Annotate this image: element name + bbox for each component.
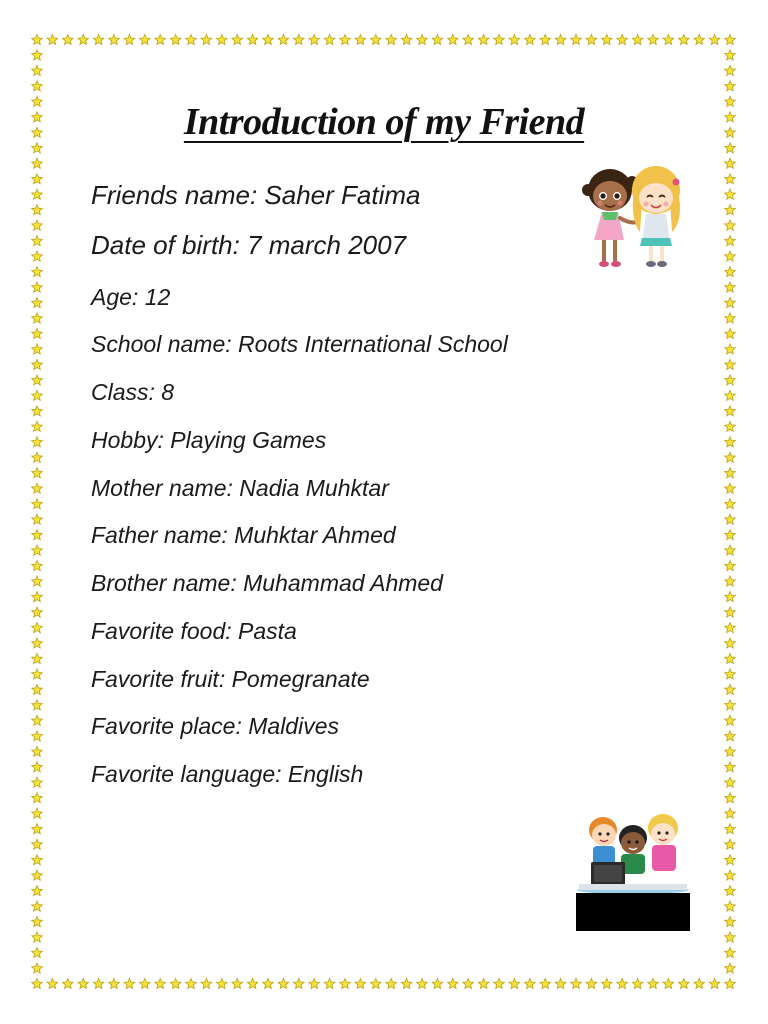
star-icon [32,359,43,369]
star-icon [32,963,43,973]
star-icon [725,793,736,803]
star-icon [32,870,43,880]
star-icon [725,297,736,307]
star-icon [725,746,736,756]
star-icon [278,34,289,44]
star-icon [709,978,720,988]
star-icon [725,947,736,957]
star-icon [324,978,335,988]
star-icon [494,34,505,44]
star-icon [47,978,58,988]
favorite-language-field: Favorite language: English [91,761,364,787]
star-icon [293,34,304,44]
star-icon [694,978,705,988]
star-icon [725,917,736,927]
star-icon [340,34,351,44]
star-icon [725,514,736,524]
star-icon [725,839,736,849]
star-icon [32,344,43,354]
star-icon [47,34,58,44]
star-icon [648,978,659,988]
star-icon [678,34,689,44]
star-icon [725,855,736,865]
star-icon [725,344,736,354]
star-icon [32,143,43,153]
star-icon [725,421,736,431]
star-icon [32,607,43,617]
star-icon [32,375,43,385]
star-icon [725,81,736,91]
star-icon [632,34,643,44]
star-icon [32,886,43,896]
star-icon [725,715,736,725]
star-icon [232,34,243,44]
favorite-place-field: Favorite place: Maldives [91,713,339,739]
star-icon [32,499,43,509]
page-title: Introduction of my Friend [183,101,585,143]
star-icon [32,638,43,648]
star-icon [170,978,181,988]
hobby-field: Hobby: Playing Games [91,427,327,453]
star-icon [725,452,736,462]
star-icon [278,978,289,988]
star-icon [155,34,166,44]
star-icon [109,978,120,988]
star-icon [155,978,166,988]
star-icon [509,34,520,44]
star-icon [32,406,43,416]
star-icon [32,297,43,307]
star-icon [263,978,274,988]
star-icon [32,808,43,818]
star-icon [540,978,551,988]
star-icon [370,34,381,44]
star-icon [571,34,582,44]
star-icon [725,607,736,617]
age-field: Age: 12 [91,284,171,310]
two-girls-holding-hands-icon [576,160,692,276]
star-icon [601,978,612,988]
star-icon [32,421,43,431]
star-icon [725,390,736,400]
star-icon [694,34,705,44]
favorite-food-field: Favorite food: Pasta [91,618,297,644]
star-icon [32,50,43,60]
brother-name-field: Brother name: Muhammad Ahmed [91,570,443,596]
star-icon [417,34,428,44]
star-icon [725,220,736,230]
star-icon [32,437,43,447]
star-icon [725,653,736,663]
star-icon [232,978,243,988]
star-icon [463,978,474,988]
star-icon [725,932,736,942]
star-icon [216,34,227,44]
star-icon [417,978,428,988]
star-icon [32,545,43,555]
star-icon [725,468,736,478]
star-icon [32,220,43,230]
star-icon [32,483,43,493]
star-icon [725,824,736,834]
class-field: Class: 8 [91,379,175,405]
star-icon [78,978,89,988]
star-icon [725,174,736,184]
star-icon [32,746,43,756]
star-icon [32,174,43,184]
star-icon [32,978,43,988]
star-icon [32,158,43,168]
star-icon [432,978,443,988]
star-icon [186,978,197,988]
star-icon [601,34,612,44]
star-icon [32,452,43,462]
star-icon [32,932,43,942]
star-icon [32,592,43,602]
star-icon [725,313,736,323]
star-icon [32,762,43,772]
star-icon [139,34,150,44]
star-icon [725,762,736,772]
star-icon [725,282,736,292]
star-icon [32,267,43,277]
star-icon [725,684,736,694]
star-icon [32,824,43,834]
star-icon [201,34,212,44]
star-icon [725,143,736,153]
star-icon [463,34,474,44]
star-icon [32,777,43,787]
star-icon [725,50,736,60]
star-icon [386,34,397,44]
father-name-field: Father name: Muhktar Ahmed [91,522,396,548]
favorite-fruit-field: Favorite fruit: Pomegranate [91,666,370,692]
star-icon [725,236,736,246]
star-icon [509,978,520,988]
star-icon [725,205,736,215]
star-icon [725,65,736,75]
star-icon [725,592,736,602]
star-icon [355,34,366,44]
star-icon [725,158,736,168]
star-icon [32,855,43,865]
star-icon [32,81,43,91]
star-icon [340,978,351,988]
star-icon [293,978,304,988]
star-icon [571,978,582,988]
star-icon [201,978,212,988]
star-icon [62,34,73,44]
star-icon [401,34,412,44]
star-icon [725,499,736,509]
star-icon [617,34,628,44]
star-icon [725,561,736,571]
star-icon [678,978,689,988]
star-icon [32,251,43,261]
star-icon [124,978,135,988]
star-icon [725,901,736,911]
star-icon [32,700,43,710]
star-icon [32,669,43,679]
star-icon [170,34,181,44]
star-icon [478,34,489,44]
star-icon [725,359,736,369]
star-icon [725,437,736,447]
star-icon [725,375,736,385]
star-icon [247,34,258,44]
star-icon [93,34,104,44]
star-icon [725,189,736,199]
star-icon [32,947,43,957]
star-icon [725,530,736,540]
star-icon [32,313,43,323]
star-icon [432,34,443,44]
star-icon [124,34,135,44]
star-icon [32,731,43,741]
star-icon [32,793,43,803]
star-icon [617,978,628,988]
star-icon [648,34,659,44]
star-icon [586,978,597,988]
star-icon [109,34,120,44]
star-icon [32,684,43,694]
star-icon [93,978,104,988]
star-icon [524,978,535,988]
star-icon [725,328,736,338]
star-icon [32,576,43,586]
star-icon [32,468,43,478]
star-icon [632,978,643,988]
star-icon [494,978,505,988]
star-icon [32,328,43,338]
star-icon [32,514,43,524]
star-icon [263,34,274,44]
star-icon [32,715,43,725]
star-icon [309,978,320,988]
star-icon [725,669,736,679]
star-icon [725,777,736,787]
star-icon [725,267,736,277]
star-icon [32,189,43,199]
star-icon [78,34,89,44]
star-icon [725,808,736,818]
star-icon [725,886,736,896]
mother-name-field: Mother name: Nadia Muhktar [91,475,389,501]
star-icon [447,34,458,44]
star-icon [355,978,366,988]
star-icon [725,638,736,648]
star-icon [709,34,720,44]
star-icon [725,622,736,632]
kids-at-computer-icon [575,808,691,894]
star-icon [555,34,566,44]
star-icon [32,34,43,44]
star-icon [32,65,43,75]
star-icon [32,205,43,215]
star-icon [725,251,736,261]
friend-name-field: Friends name: Saher Fatima [91,180,421,210]
star-icon [32,917,43,927]
star-icon [725,870,736,880]
star-icon [725,34,736,44]
star-icon [540,34,551,44]
star-icon [725,576,736,586]
star-icon [725,406,736,416]
star-icon [725,483,736,493]
redaction-bar [576,893,690,931]
star-icon [32,390,43,400]
star-icon [216,978,227,988]
star-icon [663,978,674,988]
star-icon [524,34,535,44]
star-icon [725,731,736,741]
star-icon [555,978,566,988]
star-icon [478,978,489,988]
star-icon [32,622,43,632]
star-icon [32,530,43,540]
star-icon [586,34,597,44]
star-icon [32,561,43,571]
star-icon [725,978,736,988]
star-icon [32,901,43,911]
star-icon [62,978,73,988]
star-icon [447,978,458,988]
star-icon [386,978,397,988]
star-icon [725,700,736,710]
star-icon [725,545,736,555]
star-icon [725,963,736,973]
star-icon [309,34,320,44]
star-icon [32,282,43,292]
star-icon [401,978,412,988]
star-icon [139,978,150,988]
star-icon [663,34,674,44]
star-icon [247,978,258,988]
date-of-birth-field: Date of birth: 7 march 2007 [91,230,407,260]
star-icon [324,34,335,44]
star-icon [32,839,43,849]
star-icon [32,653,43,663]
school-name-field: School name: Roots International School [91,331,508,357]
star-icon [186,34,197,44]
star-icon [370,978,381,988]
star-icon [32,236,43,246]
